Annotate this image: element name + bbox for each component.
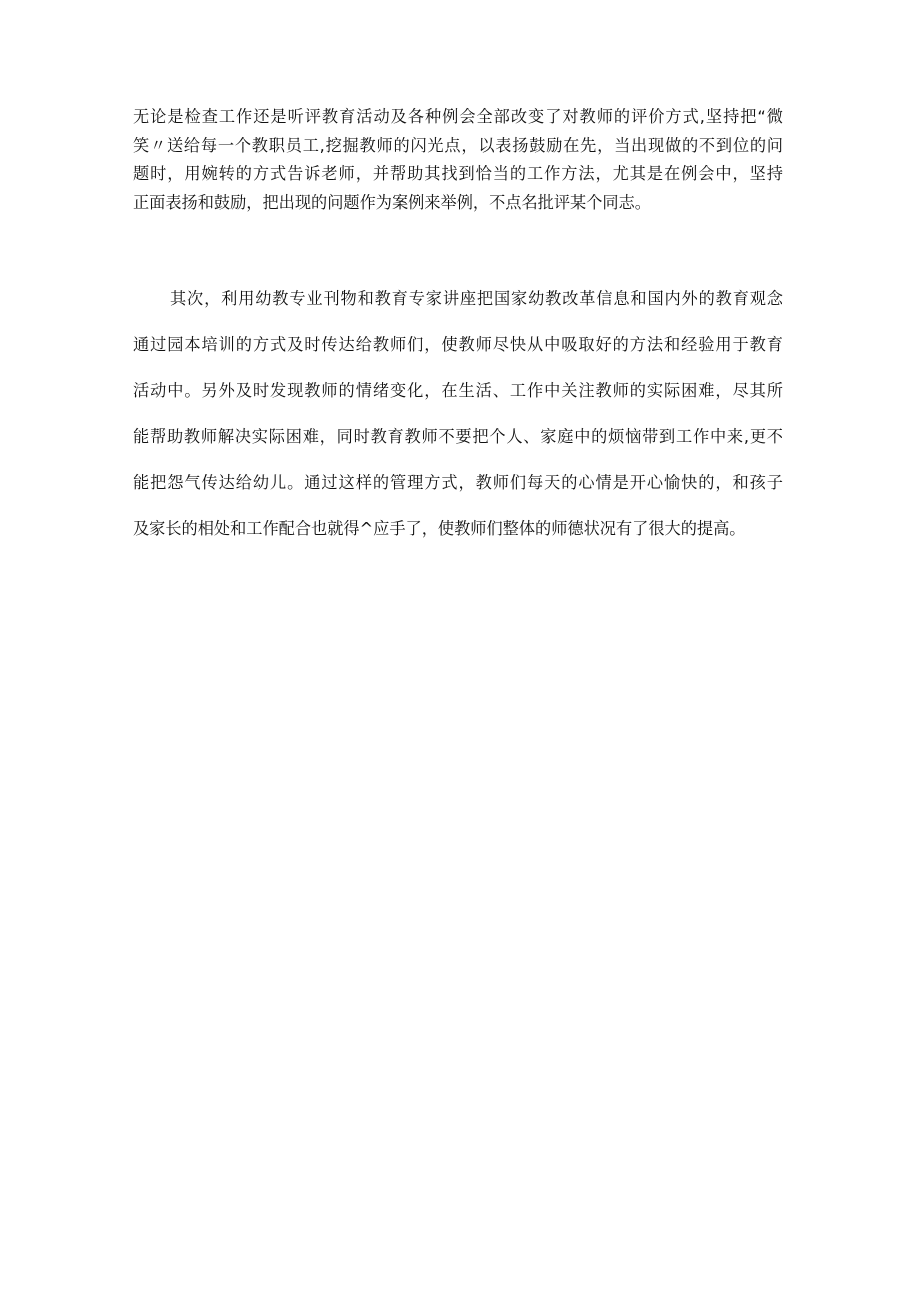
paragraph-2-line: 活动中。另外及时发现教师的情绪变化，在生活、工作中关注教师的实际困难，尽其所: [133, 381, 783, 400]
paragraph-1-line: 无论是检查工作还是听评教育活动及各种例会全部改变了对教师的评价方式,坚持把“微: [133, 107, 783, 126]
paragraph-1-line: 笑〃送给每一个教职员工,挖掘教师的闪光点，以表扬鼓励在先，当出现做的不到位的问: [133, 135, 783, 155]
paragraph-1-line: 正面表扬和鼓励，把出现的问题作为案例来举例，不点名批评某个同志。: [133, 192, 651, 212]
paragraph-2-line: 其次，利用幼教专业刊物和教育专家讲座把国家幼教改革信息和国内外的教育观念: [170, 289, 783, 308]
paragraph-2-line: 能把怨气传达给幼儿。通过这样的管理方式，教师们每天的心情是开心愉快的，和孩子: [133, 473, 783, 492]
paragraph-1-line: 题时，用婉转的方式告诉老师，并帮助其找到恰当的工作方法，尤其是在例会中，坚持: [133, 164, 783, 183]
paragraph-2-line: 能帮助教师解决实际困难，同时教育教师不要把个人、家庭中的烦恼带到工作中来,更不: [133, 427, 783, 446]
paragraph-2: [133, 288, 783, 564]
paragraph-2-line: 通过园本培训的方式及时传达给教师们，使教师尽快从中吸取好的方法和经验用于教育: [133, 335, 783, 354]
paragraph-1: [133, 103, 783, 217]
paragraph-2-line: 及家长的相处和工作配合也就得^应手了，使教师们整体的师德状况有了很大的提高。: [133, 519, 746, 538]
